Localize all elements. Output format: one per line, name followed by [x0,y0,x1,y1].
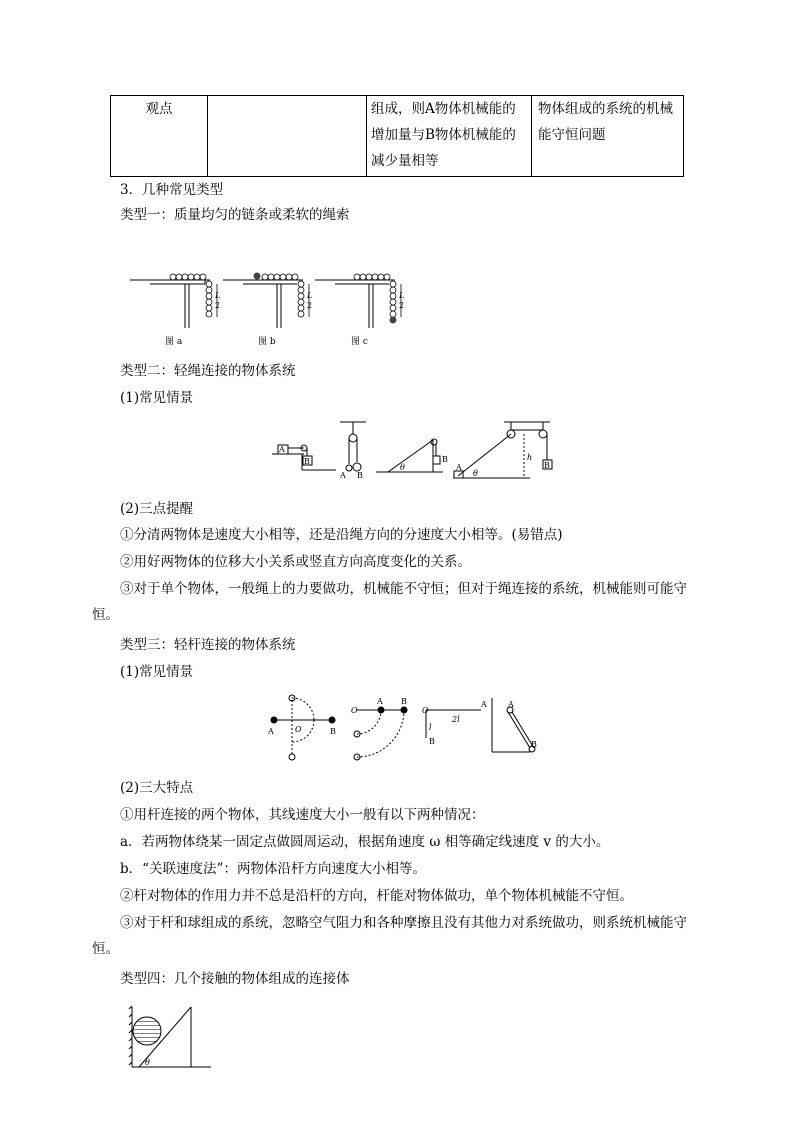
ball-shape [133,1017,161,1045]
rod-fig1-A: A [268,727,274,736]
rod-fig3-B: B [429,737,435,746]
rope-fig4-h: h [527,453,533,462]
chain-figure [125,262,415,348]
type2-reminder-3: ③对于单个物体，一般绳上的力要做功，机械能不守恒；但对于绳连接的系统，机械能则可能守恒。 [92,581,687,623]
rod-fig2-O: O [351,706,358,715]
summary-table [110,95,684,177]
contact-figure [127,1005,217,1071]
type3-feature-1: ①用杆连接的两个物体，其线速度大小一般有以下两种情况： [120,807,485,823]
rod-ball-left [271,717,278,724]
ball-c [390,317,397,324]
contact-fig-theta: θ [145,1058,150,1067]
type2-scene-title: (1)常见情景 [120,390,194,406]
fig-a-label: 图 a [165,337,183,347]
type2-reminders-title: (2)三点提醒 [120,501,194,517]
rod-ball-a [378,707,385,714]
table-cell-problem: 物体组成的系统的机械能守恒问题 [532,96,684,177]
rope-fig2-A: A [340,471,346,480]
rod-fig1-B: B [330,727,336,736]
table-row [111,96,684,177]
table-cell-description: 组成，则A物体机械能的增加量与B物体机械能的减少量相等 [367,96,532,177]
fig-a-2: 2 [215,301,221,310]
fig-c-2: 2 [399,301,405,310]
rod-fig3-O: O [422,706,429,715]
table-cell-viewpoint: 观点 [111,96,208,177]
type3-feature-1b: b．“关联速度法”：两物体沿杆方向速度大小相等。 [120,861,426,877]
type2-title: 类型二：轻绳连接的物体系统 [120,363,296,379]
rope-fig1-B: B [304,457,310,466]
rope-fig4-A: A [456,463,462,472]
type2-reminder-2: ②用好两物体的位移大小关系或竖直方向高度变化的关系。 [120,554,471,570]
rope-fig4-theta: θ [473,469,478,478]
type4-title: 类型四：几个接触的物体组成的连接体 [120,971,350,987]
rope-fig1-A: A [279,445,285,454]
ball-b [254,273,261,280]
rod-ball-b [401,707,408,714]
type1-title: 类型一：质量均匀的链条或柔软的绳索 [120,207,350,223]
rod-fig1-O: O [295,725,302,734]
rope-fig2-B: B [357,471,363,480]
rod-fig4-A: A [508,700,514,709]
rope-fig3-theta: θ [400,463,405,472]
type3-feature-2: ②杆对物体的作用力并不总是沿杆的方向，杆能对物体做功，单个物体机械能不守恒。 [120,888,633,904]
rope-figure [268,418,568,486]
rod-fig2-A: A [377,697,383,706]
type3-feature-3: ③对于杆和球组成的系统，忽略空气阻力和各种摩擦且没有其他力对系统做功，则系统机械能守恒。 [92,915,687,957]
fig-a-L: L [215,291,221,300]
table-cell-empty [208,96,367,177]
fig-b-label: 图 b [258,337,276,347]
section-3-title: 3．几种常见类型 [120,182,224,198]
rod-fig2-B: B [401,697,407,706]
fig-c-L: L [399,291,405,300]
rope-fig4-B: B [544,461,550,470]
rope-fig3-B: B [442,455,448,464]
rod-fig4-B: B [531,740,537,749]
type2-reminder-1: ①分清两物体是速度大小相等，还是沿绳方向的分速度大小相等。(易错点) [120,527,563,543]
type3-features-title: (2)三大特点 [120,780,194,796]
type3-feature-1a: a．若两物体绕某一固定点做圆周运动，根据角速度 ω 相等确定线速度 v 的大小。 [120,834,610,850]
rod-fig3-l: l [429,723,432,732]
rod-fig3-A: A [481,700,487,709]
rod-figure [266,694,548,766]
fig-c-label: 图 c [351,337,368,347]
rod-fig3-2l: 2l [452,715,460,724]
type3-title: 类型三：轻杆连接的物体系统 [120,637,296,653]
type3-scene-title: (1)常见情景 [120,664,194,680]
rod-ball-right [329,717,336,724]
fig-b-2: 2 [307,301,313,310]
fig-b-L: L [307,291,313,300]
